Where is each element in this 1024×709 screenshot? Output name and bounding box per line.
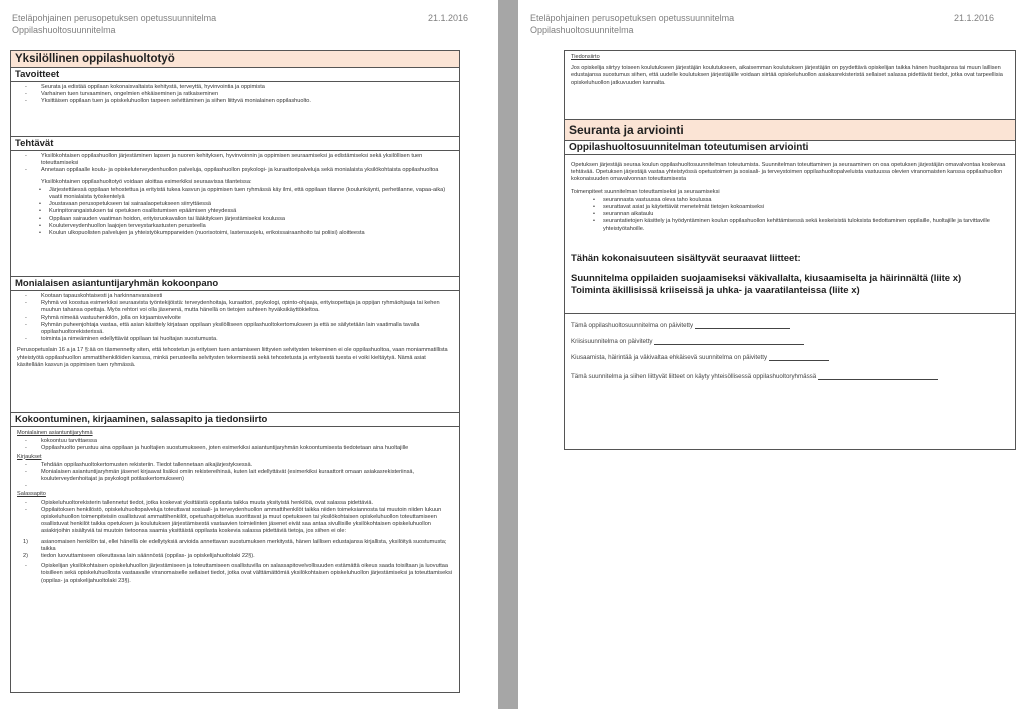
list-item: - Kootaan tapauskohtaisesti ja harkinnanvaraisesti	[17, 293, 453, 300]
list-item: - Ryhmän puheenjohtaja vastaa, että asian käsittely kirjataan oppilaan yksilölliseen oppilashuoltokertomukseen ja että se säilytetään lain vaatimalla tavalla oppilashuoltorekisterissä.	[17, 322, 453, 336]
content-frame	[564, 50, 1016, 450]
evaluation-paragraph: Opetuksen järjestäjä seuraa koulun oppilashuoltosuunnitelman toteutumista. Suunnitelman toteuttaminen ja seuraaminen on osa opetuksen järjestäjän omavalvontaa koskevaa tehtävää. Opetuksen järjestäjä vastaa yhteistyössä opetustoimen ja sosiaali- ja terveystoimen oppilashuoltopalveluista vastuussa olevien viranomaisten kanssa oppilashuollon kokonaisuuden omavalvonnan toteuttamisesta	[571, 162, 1006, 183]
sign-line: Tämä suunnitelma ja siihen liittyvät liitteet on käyty yhteisöllisessä oppilashuoltoryhmässä	[565, 373, 1015, 380]
list-item: - Opiskelijan yksilökohtaisen opiskeluhuollon järjestämiseen ja toteuttamiseen osallistuvilla on salassapitovelvollisuuden estämättä oikeus saada toisiltaan ja luovuttaa toisilleen sekä opiskeluhuollosta vastaavalle viranomaiselle sellaiset tiedot, jotka ovat välttämättömiä yksilökohtaisen opiskeluhuollon järjestämiseksi ja toteuttamiseksi (oppilas- ja opiskelijahuoltolaki 23§).	[17, 563, 453, 585]
sign-line: Kiusaamista, häirintää ja väkivaltaa ehkäisevä suunnitelma on päivitetty	[565, 354, 1015, 361]
list-item: - kokoontuu tarvittaessa	[17, 438, 453, 445]
list-item: - Tehdään oppilashuoltokertomusten rekisteriin. Tiedot tallennetaan aikajärjestyksessä.	[17, 462, 453, 469]
subheading: Monialainen asiantuntijaryhmä	[17, 430, 93, 436]
list-item: - Oppilashuolto perustuu aina oppilaan ja huoltajien suostumukseen, joten esimerkiksi asiantuntijaryhmän kokoontumisesta tiedotetaan aina huoltajille	[17, 445, 453, 452]
list-item: • Koulun ulkopuolisten palvelujen ja yhteistyökumppaneiden (nuorisotoimi, lastensuojelu, erikoissairaanhoito tai poliisi) aloitteesta	[17, 230, 453, 237]
content-frame	[10, 50, 460, 693]
list-item: • seurattavat asiat ja käytettävät menetelmät tietojen kokoamiseksi	[571, 204, 1009, 211]
signature-block	[565, 313, 1015, 380]
tasks-list	[17, 153, 453, 175]
list-item: 1) asianomaisen henkilön tai, ellei hänellä ole edellytyksiä arvioida annettavan suostumuksen merkitystä, hänen laillisen edustajansa kirjallista, yksilöityä suostumusta; taikka	[23, 538, 447, 552]
tasks-intro: Yksilökohtainen oppilashuoltotyö voidaan aloittaa esimerkiksi seuraavissa tilanteissa:	[41, 178, 252, 185]
list-item: - Varhainen tuen turvaaminen, ongelmien ehkäiseminen ja ratkaiseminen	[17, 91, 453, 98]
section-title: Tehtävät	[11, 137, 459, 151]
transfer-paragraph: Jos opiskelija siirtyy toiseen koulutukseen järjestäjän koulutukseen, aikaisemman koulutuksen järjestäjän on pyydettävä opiskelijan taikka hänen huoltajansa tai muun laillisen edustajansa suostumus siihen, että uudelle koulutuksen järjestäjälle voidaan siirtää opiskeluhuollon asiakasrekisteristä sellaiset salassa pidettävät tiedot, jotka ovat tarpeellisia opiskeluhuollon jatkuvuuden kannalta.	[571, 65, 1003, 86]
meeting-list	[17, 438, 453, 452]
list-item: • Järjestettäessä oppilaan tehostettua ja erityistä tukea kasvun ja oppimisen tuen ryhmässä käy ilmi, että oppilaan tilanne (koulunkäynti, perhetilanne, vapaa-aika) vaatii monialaista työskentelyä	[17, 187, 453, 201]
section-title: Tavoitteet	[11, 68, 459, 82]
list-item: - Seurata ja edistää oppilaan kokonaisvaltaista kehitystä, terveyttä, hyvinvointia ja oppimista	[17, 84, 453, 91]
section-heading: Seuranta ja arviointi	[565, 119, 1015, 141]
list-item: • Kurinpitorangaistuksen tai opetuksen osallistumisen epäämisen yhteydessä	[17, 208, 453, 215]
header-doc-subtitle: Oppilashuoltosuunnitelma	[530, 25, 634, 35]
list-item: • seurannasta vastuussa oleva taho koulussa	[571, 197, 1009, 204]
list-item	[17, 483, 453, 490]
section-monialainen	[11, 276, 459, 412]
sign-line: Kriisisuunnitelma on päivitetty	[565, 338, 1015, 345]
header-date: 21.1.2016	[427, 13, 468, 23]
header-doc-title: Eteläpohjainen perusopetuksen opetussuunnitelma	[530, 13, 735, 23]
list-item: 2) tiedon luovuttamiseen oikeuttavaa lain säännöstä (oppilas- ja opiskelijahuoltolaki 22§).	[23, 553, 255, 560]
list-item: • Oppilaan sairauden vaatiman hoidon, erityisruokavalion tai lääkityksen järjestämiseksi koulussa	[17, 216, 453, 223]
section-tavoitteet	[11, 68, 459, 136]
confidentiality-list	[17, 500, 453, 536]
list-item: - toiminta ja nimeäminen edellyttävät oppilaan tai huoltajan suostumusta.	[17, 336, 453, 343]
list-item: - Yksilökohtaisen oppilashuollon järjestäminen lapsen ja nuoren kehityksen, hyvinvoinnin ja oppimisen seuraamiseksi ja edistämiseksi sekä yksilöllisen tuen toteuttamiseksi	[17, 153, 453, 167]
final-list	[17, 563, 453, 585]
header-doc-subtitle: Oppilashuoltosuunnitelma	[12, 25, 116, 35]
list-item: • Joustavaan perusopetukseen tai sairaalaopetukseen siirryttäessä	[17, 201, 453, 208]
section-title: Monialaisen asiantuntijaryhmän kokoonpano	[11, 277, 459, 291]
subheading: Salassapito	[17, 491, 46, 498]
team-paragraph: Perusopetuslain 16 a ja 17 §:ää on täsmennetty siten, että tehostetun ja erityisen tuen antamiseen liittyvien selvitysten tekeminen ei ole oppilashuoltoa, vaan moniammatillista yhteistyötä oppilashuollon ammattihenkilöiden kanssa, minkä perusteella selvitysten tekemisestä sekä tehostetusta ja erityisestä tuesta ei voiki kieltäytyä. Nämä asiat käsitellään kasvun ja oppimisen tuen ryhmässä.	[17, 347, 448, 368]
section-title: Kokoontuminen, kirjaaminen, salassapito ja tiedonsiirto	[11, 413, 459, 427]
sign-line: Tämä oppilashuoltosuunnitelma on päivitetty	[565, 322, 1015, 329]
list-item: • seurannan aikataulu	[571, 211, 1009, 218]
document-page-right	[518, 0, 1024, 709]
attachment-item: Toiminta äkillisissä kriiseissä ja uhka- ja vaaratilanteissa (liite x)	[571, 284, 860, 296]
section-title: Oppilashuoltosuunnitelman toteutumisen arviointi	[565, 141, 1015, 155]
measures-intro: Toimenpiteet suunnitelman toteuttamiseksi ja seuraamiseksi	[571, 188, 720, 195]
header-doc-title: Eteläpohjainen perusopetuksen opetussuunnitelma	[12, 13, 217, 23]
measures-list	[571, 197, 1009, 233]
list-item: - Opiskeluhuoltorekisterin tallennetut tiedot, jotka koskevat yksittäistä oppilasta taikka muuta yksityistä henkilöä, ovat salassa pidettäviä.	[17, 500, 453, 507]
list-item: - Ryhmä voi koostua esimerkiksi seuraavista työntekijöistä: terveydenhoitaja, kuraattori, psykologi, opinto-ohjaaja, erityisopettaja ja oppijan ryhmäohjaaja tai kehen muuhun tahansa opettaja. Myös rehtori voi olla jäsenenä, mutta hänellä on tietojen suhteen hyväksikäyttökieltoa.	[17, 300, 453, 314]
page-header	[12, 12, 468, 36]
list-item: - Ryhmä nimeää vastuuhenkilön, jolla on kirjaamisvelvoite	[17, 315, 453, 322]
page-header	[530, 12, 994, 36]
list-item: - Annetaan oppilaalle koulu- ja opiskeluterveydenhuollon palveluja, oppilashuollon psykologi- ja kuraattoripalveluja sekä monialaista yksilökohtaista oppilashuoltoa	[17, 167, 453, 174]
subheading: Tiedonsiirto	[571, 54, 600, 60]
subheading: Kirjaukset	[17, 453, 42, 460]
list-item: - Oppilaitoksen henkilöstö, opiskeluhuoltopalveluja toteuttavat sosiaali- ja terveydenhuollon ammattihenkilöt taikka niiden toimeksiannosta tai muutoin niiden lukuun opiskeluhuollon toimenpiteisiin osallistuvat ammattihenkilöt, opetusharjoittelua suorittavat ja muut opetukseen tai yksilökohtaisen opiskeluhuollon toteuttamiseen osallistuvat henkilöt taikka opetuksen ja koulutuksen järjestämisestä vastaavien toimielinten jäsenet eivät saa antaa sivullisille yksilökohtaisen opiskeluhuollon asiakirjoihin sisältyviä tai muutoin tietoonsa saamia yksittäistä oppilasta koskevia salassa pidettäviä tietoja, jos siihen ei ole:	[17, 507, 453, 536]
list-item: • seurantatietojen käsittely ja hyödyntäminen koulun oppilashuollon kehittämisessä sekä keskeisistä tuloksista tiedottaminen oppilaille, huoltajille ja tarvittaville yhteistyötahoille.	[571, 218, 1009, 232]
attachments-heading: Tähän kokonaisuuteen sisältyvät seuraavat liitteet:	[571, 252, 801, 264]
tasks-bullets	[17, 187, 453, 237]
section-tehtavat	[11, 136, 459, 276]
numbered-list	[17, 539, 453, 561]
records-list	[17, 462, 453, 491]
list-item: - Yksittäisen oppilaan tuen ja opiskeluhuollon tarpeen selvittäminen ja siihen liittyvä monialainen oppilashuolto.	[17, 98, 453, 105]
document-page-left	[0, 0, 498, 709]
attachment-item: Suunnitelma oppilaiden suojaamiseksi väkivallalta, kiusaamiselta ja häirinnältä (liite x)	[571, 272, 962, 284]
goals-list	[17, 84, 453, 106]
list-item: - Monialaisen asiantuntijaryhmän jäsenet kirjaavat lisäksi omiin rekistereihinsä, kuten lait edellyttävät (esimerkiksi kuraattorit omaan asiakasrekisteriinsä, kouluterveydenhoitajat ja psykologit potilaskertomukseen)	[17, 469, 453, 483]
main-heading: Yksilöllinen oppilashuoltotyö	[11, 51, 459, 68]
list-item: • Kouluterveydenhuollon laajojen terveystarkastusten perusteella	[17, 223, 453, 230]
section-kokoontuminen	[11, 412, 459, 587]
header-date: 21.1.2016	[953, 13, 994, 23]
team-list	[17, 293, 453, 343]
